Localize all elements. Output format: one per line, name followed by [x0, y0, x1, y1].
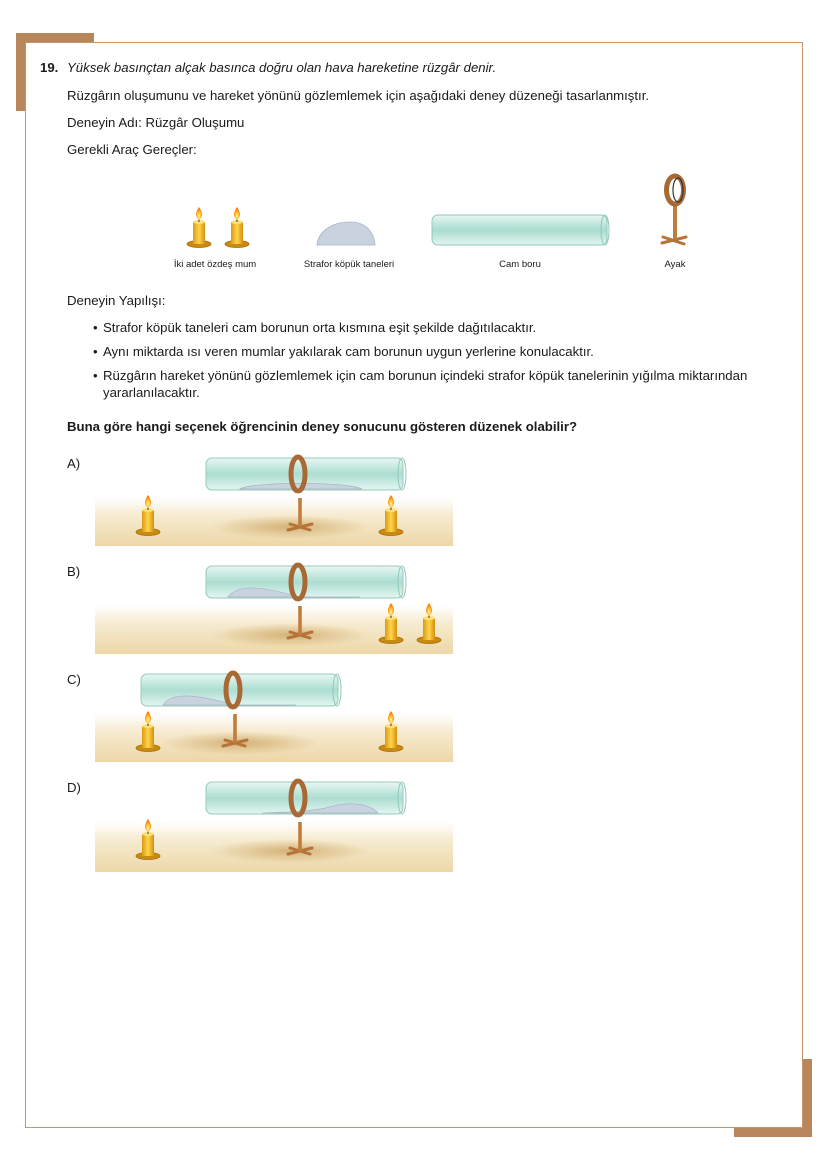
procedure-heading: Deneyin Yapılışı:	[67, 293, 166, 308]
materials-heading: Gerekli Araç Gereçler:	[67, 142, 197, 157]
procedure-step: Strafor köpük taneleri cam borunun orta kısmına eşit şekilde dağıtılacaktır.	[103, 320, 537, 335]
procedure-step: Aynı miktarda ısı veren mumlar yakılarak cam borunun uygun yerlerine konulacaktır.	[103, 344, 594, 359]
question-intro: Yüksek basınçtan alçak basınca doğru olan hava hareketine rüzgâr denir.	[67, 60, 497, 75]
procedure-step-continued: yararlanılacaktır.	[103, 385, 200, 400]
experiment-name: Deneyin Adı: Rüzgâr Oluşumu	[67, 115, 245, 130]
material-label: Ayak	[664, 259, 686, 270]
question-number: 19.	[40, 60, 59, 75]
question-text: Buna göre hangi seçenek öğrencinin deney sonucunu gösteren düzenek olabilir?	[67, 419, 578, 434]
material-label: Strafor köpük taneleri	[303, 259, 395, 270]
setup-description: Rüzgârın oluşumunu ve hareket yönünü gözlemlemek için aşağıdaki deney düzeneği tasarlanmıştır.	[67, 88, 650, 103]
procedure-step: Rüzgârın hareket yönünü gözlemlemek için cam borunun içindeki strafor köpük tanelerinin yığılma miktarından	[103, 368, 748, 383]
option-label-c: C)	[67, 672, 81, 687]
option-label-d: D)	[67, 780, 81, 795]
option-label-a: A)	[67, 456, 81, 471]
bullet-dot: •	[93, 344, 98, 359]
bullet-dot: •	[93, 320, 98, 335]
bullet-dot: •	[93, 368, 98, 383]
option-label-b: B)	[67, 564, 81, 579]
material-label: İki adet özdeş mum	[173, 259, 257, 270]
material-label: Cam boru	[499, 259, 541, 270]
